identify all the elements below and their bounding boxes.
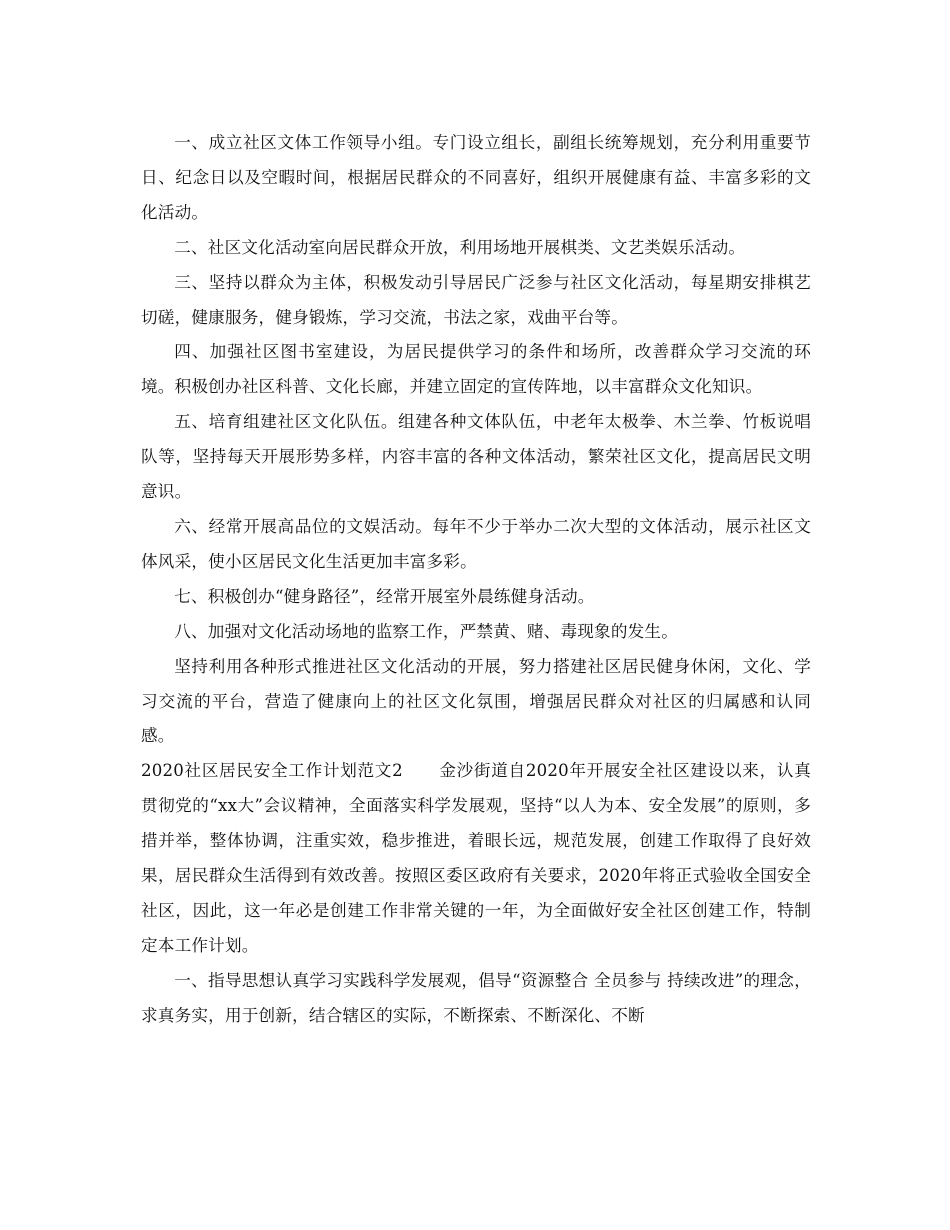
paragraph-5: 五、培育组建社区文化队伍。组建各种文体队伍，中老年太极拳、木兰拳、竹板说唱队等，坚持每天开展形势多样，内容丰富的各种文体活动，繁荣社区文化，提高居民文明意识。 [141,412,811,502]
section-paragraph [141,754,811,963]
paragraph-1: 一、成立社区文体工作领导小组。专门设立组长，副组长统筹规划，充分利用重要节日、纪念日以及空暇时间，根据居民群众的不同喜好，组织开展健康有益、丰富多彩的文化活动。 [141,133,811,222]
paragraph-6: 六、经常开展高品位的文娱活动。每年不少于举办二次大型的文体活动，展示社区文体风采，使小区居民文化生活更加丰富多彩。 [141,516,811,571]
paragraph-8: 八、加强对文化活动场地的监察工作，严禁黄、赌、毒现象的发生。 [174,621,678,641]
paragraph-2: 二、社区文化活动室向居民群众开放，利用场地开展棋类、文艺类娱乐活动。 [174,237,746,257]
paragraph-3: 三、坚持以群众为主体，积极发动引导居民广泛参与社区文化活动，每星期安排棋艺切磋，健康服务，健身锻炼，学习交流，书法之家，戏曲平台等。 [141,272,811,327]
section-title: 2020社区居民安全工作计划范文2 [141,761,403,781]
paragraph-7: 七、积极创办“健身路径”，经常开展室外晨练健身活动。 [174,586,595,606]
paragraph-last: 一、指导思想认真学习实践科学发展观，倡导“资源整合 全员参与 持续改进”的理念，求真务实，用于创新，结合辖区的实际，不断探索、不断深化、不断 [141,970,811,1025]
paragraph-9: 坚持利用各种形式推进社区文化活动的开展，努力搭建社区居民健身休闲，文化、学习交流的平台，营造了健康向上的社区文化氛围，增强居民群众对社区的归属感和认同感。 [141,656,811,746]
paragraph-4: 四、加强社区图书室建设，为居民提供学习的条件和场所，改善群众学习交流的环境。积极创办社区科普、文化长廊，并建立固定的宣传阵地，以丰富群众文化知识。 [141,342,811,397]
document-body [141,126,811,1034]
section-body: 金沙街道自2020年开展安全社区建设以来，认真贯彻党的“xx大”会议精神，全面落实科学发展观，坚持“以人为本、安全发展”的原则，多措并举，整体协调，注重实效，稳步推进，着眼长远，规范发展，创建工作取得了良好效果，居民群众生活得到有效改善。按照区委区政府有关要求，2020年将正式验收全国安全社区，因此，这一年必是创建工作非常关键的一年，为全面做好安全社区创建工作，特制定本工作计划。 [141,761,811,955]
